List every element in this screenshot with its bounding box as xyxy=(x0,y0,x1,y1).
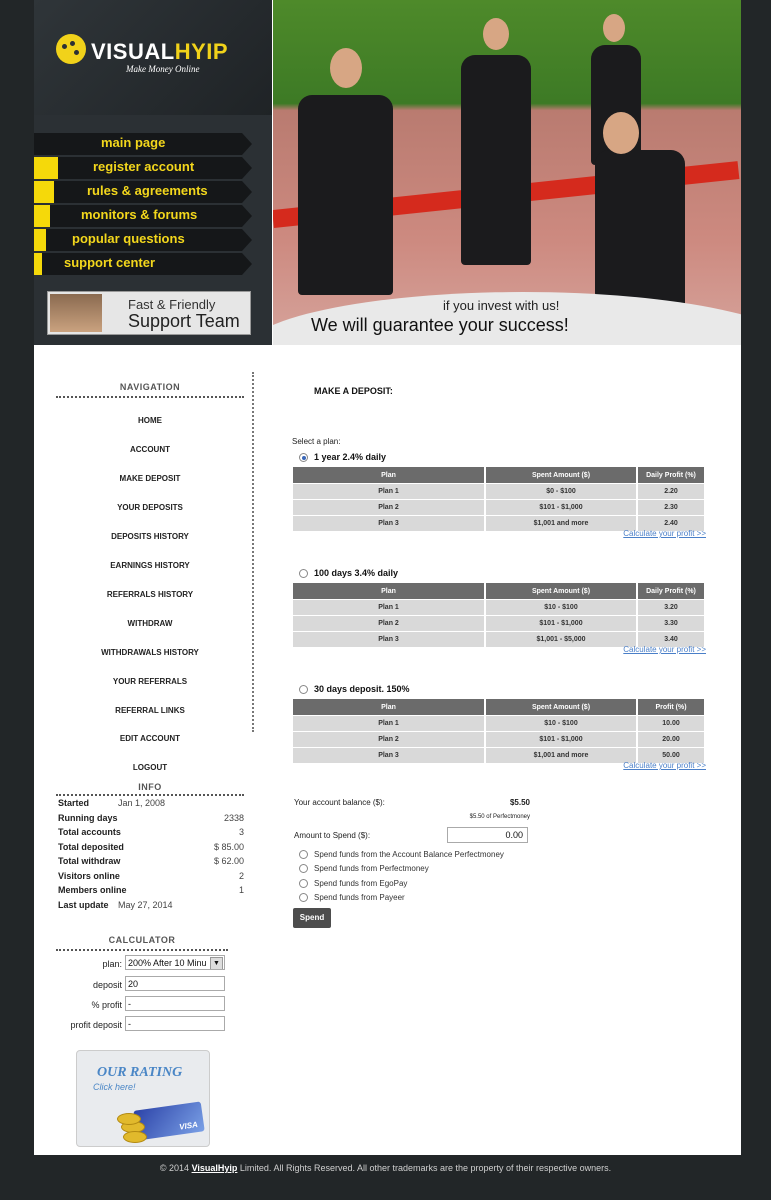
page-container xyxy=(34,0,741,1155)
support-team-banner[interactable]: Fast & Friendly Support Team xyxy=(47,291,251,335)
radio-selected-icon[interactable] xyxy=(299,453,308,462)
calculate-profit-link-2[interactable]: Calculate your profit >> xyxy=(623,645,706,654)
coin-icon xyxy=(117,1113,141,1125)
banner-slogan: We will guarantee your success! xyxy=(311,315,569,335)
table-row: Plan 2 $101 - $1,000 2.30 xyxy=(293,500,705,516)
info-title: INFO xyxy=(56,782,244,796)
nav-deposits-history[interactable]: DEPOSITS HISTORY xyxy=(111,532,189,541)
menu-monitors-forums[interactable]: monitors & forums xyxy=(34,205,242,227)
calc-deposit-input[interactable]: 20 xyxy=(125,976,225,991)
sidebar-navigation xyxy=(56,382,244,772)
calculator-title: CALCULATOR xyxy=(56,935,228,951)
winner-figure xyxy=(595,150,685,310)
menu-support-center[interactable]: support center xyxy=(34,253,242,275)
calc-profit-deposit-output[interactable]: - xyxy=(125,1016,225,1031)
coin-icon xyxy=(123,1131,147,1143)
radio-icon[interactable] xyxy=(299,685,308,694)
footer: © 2014 VisualHyip Limited. All Rights Reserved. All other trademarks are the property of their respective owners. xyxy=(159,1163,612,1173)
calc-plan-select[interactable]: 200% After 10 Minu ▼ xyxy=(125,955,225,970)
info-running-days: Running days 2338 xyxy=(58,813,244,823)
page-title: MAKE A DEPOSIT: xyxy=(314,386,393,396)
hero-banner xyxy=(273,0,741,345)
radio-icon[interactable] xyxy=(299,850,308,859)
nav-earnings-history[interactable]: EARNINGS HISTORY xyxy=(110,561,190,570)
amount-input[interactable]: 0.00 xyxy=(447,827,528,843)
sidebar-divider xyxy=(252,372,254,732)
nav-account[interactable]: ACCOUNT xyxy=(130,445,170,454)
info-started: Started Jan 1, 2008 xyxy=(58,798,166,808)
nav-logout[interactable]: LOGOUT xyxy=(132,763,168,772)
table-row: Plan 3 $1,001 - $5,000 3.40 xyxy=(293,632,705,648)
account-balance-value: $5.50 xyxy=(509,798,530,807)
table-row: Plan 2 $101 - $1,000 20.00 xyxy=(293,732,705,748)
chevron-down-icon: ▼ xyxy=(210,957,223,970)
runner-figure xyxy=(461,55,531,265)
plan-table-2 xyxy=(293,583,706,647)
logo-tagline: Make Money Online xyxy=(126,64,200,74)
calculate-profit-link-3[interactable]: Calculate your profit >> xyxy=(623,761,706,770)
balance-note: $5.50 of Perfectmoney xyxy=(469,814,530,820)
plan-option-3[interactable]: 30 days deposit. 150% xyxy=(299,684,410,694)
payment-option-perfectmoney[interactable]: Spend funds from Perfectmoney xyxy=(299,864,429,873)
payment-option-payeer[interactable]: Spend funds from Payeer xyxy=(299,893,405,902)
table-row: Plan 2 $101 - $1,000 3.30 xyxy=(293,616,705,632)
info-visitors-online: Visitors online 2 xyxy=(58,871,244,881)
table-row: Plan 1 $10 - $100 10.00 xyxy=(293,716,705,732)
table-header-row: Plan Spent Amount ($) Daily Profit (%) xyxy=(293,583,705,600)
banner-subtitle: if you invest with us! xyxy=(443,298,560,313)
calculator-box xyxy=(56,935,228,1030)
nav-title: NAVIGATION xyxy=(56,382,244,398)
nav-referral-links[interactable]: REFERRAL LINKS xyxy=(115,706,185,715)
radio-icon[interactable] xyxy=(299,879,308,888)
payment-option-balance[interactable]: Spend funds from the Account Balance Perfectmoney xyxy=(299,850,504,859)
nav-your-deposits[interactable]: YOUR DEPOSITS xyxy=(117,503,183,512)
calc-deposit-label: deposit xyxy=(92,980,122,990)
calc-profit-deposit-label: profit deposit xyxy=(70,1020,122,1030)
select-plan-label: Select a plan: xyxy=(292,437,341,446)
runner-head xyxy=(330,48,362,88)
winner-head xyxy=(603,112,639,154)
our-rating-banner[interactable]: OUR RATING Click here! VISA xyxy=(76,1050,210,1147)
calc-profit-output[interactable]: - xyxy=(125,996,225,1011)
nav-withdraw[interactable]: WITHDRAW xyxy=(127,619,173,628)
logo-text: VISUALHYIP xyxy=(91,39,229,64)
nav-home[interactable]: HOME xyxy=(138,416,162,425)
plan-option-1[interactable]: 1 year 2.4% daily xyxy=(299,452,386,462)
menu-main-page[interactable]: main page xyxy=(34,133,242,155)
calculate-profit-link-1[interactable]: Calculate your profit >> xyxy=(623,529,706,538)
table-row: Plan 1 $0 - $100 2.20 xyxy=(293,484,705,500)
menu-rules-agreements[interactable]: rules & agreements xyxy=(34,181,242,203)
info-box xyxy=(56,782,244,910)
runner-head xyxy=(603,14,625,42)
credit-card-icon: VISA xyxy=(133,1101,205,1140)
plan-option-2[interactable]: 100 days 3.4% daily xyxy=(299,568,398,578)
runner-head xyxy=(483,18,509,50)
radio-icon[interactable] xyxy=(299,893,308,902)
table-header-row: Plan Spent Amount ($) Daily Profit (%) xyxy=(293,467,705,484)
menu-popular-questions[interactable]: popular questions xyxy=(34,229,242,251)
nav-make-deposit[interactable]: MAKE DEPOSIT xyxy=(119,474,181,483)
nav-referrals-history[interactable]: REFERRALS HISTORY xyxy=(106,590,194,599)
table-row: Plan 3 $1,001 and more 2.40 xyxy=(293,516,705,532)
info-last-update: Last update May 27, 2014 xyxy=(58,900,173,910)
calc-profit-label: % profit xyxy=(91,1000,122,1010)
info-total-withdraw: Total withdraw $ 62.00 xyxy=(58,856,244,866)
table-row: Plan 3 $1,001 and more 50.00 xyxy=(293,748,705,764)
table-row: Plan 1 $10 - $100 3.20 xyxy=(293,600,705,616)
nav-withdrawals-history[interactable]: WITHDRAWALS HISTORY xyxy=(101,648,199,657)
header-left-panel xyxy=(34,0,272,345)
support-avatar xyxy=(50,294,102,332)
radio-icon[interactable] xyxy=(299,864,308,873)
nav-edit-account[interactable]: EDIT ACCOUNT xyxy=(119,734,181,743)
plan-table-3 xyxy=(293,699,706,763)
table-header-row: Plan Spent Amount ($) Profit (%) xyxy=(293,699,705,716)
logo-area[interactable] xyxy=(34,0,272,115)
footer-brand-link[interactable]: VisualHyip xyxy=(191,1163,238,1173)
calc-plan-label: plan: xyxy=(102,959,122,969)
logo-icon xyxy=(56,34,86,64)
runner-figure xyxy=(298,95,393,295)
radio-icon[interactable] xyxy=(299,569,308,578)
nav-your-referrals[interactable]: YOUR REFERRALS xyxy=(112,677,188,686)
payment-option-egopay[interactable]: Spend funds from EgoPay xyxy=(299,879,407,888)
plan-table-1 xyxy=(293,467,706,531)
menu-register-account[interactable]: register account xyxy=(34,157,242,179)
info-members-online: Members online 1 xyxy=(58,885,244,895)
spend-button[interactable]: Spend xyxy=(293,908,331,928)
amount-label: Amount to Spend ($): xyxy=(294,831,371,840)
account-balance-row: Your account balance ($): $5.50 xyxy=(294,798,530,807)
info-total-deposited: Total deposited $ 85.00 xyxy=(58,842,244,852)
info-total-accounts: Total accounts 3 xyxy=(58,827,244,837)
